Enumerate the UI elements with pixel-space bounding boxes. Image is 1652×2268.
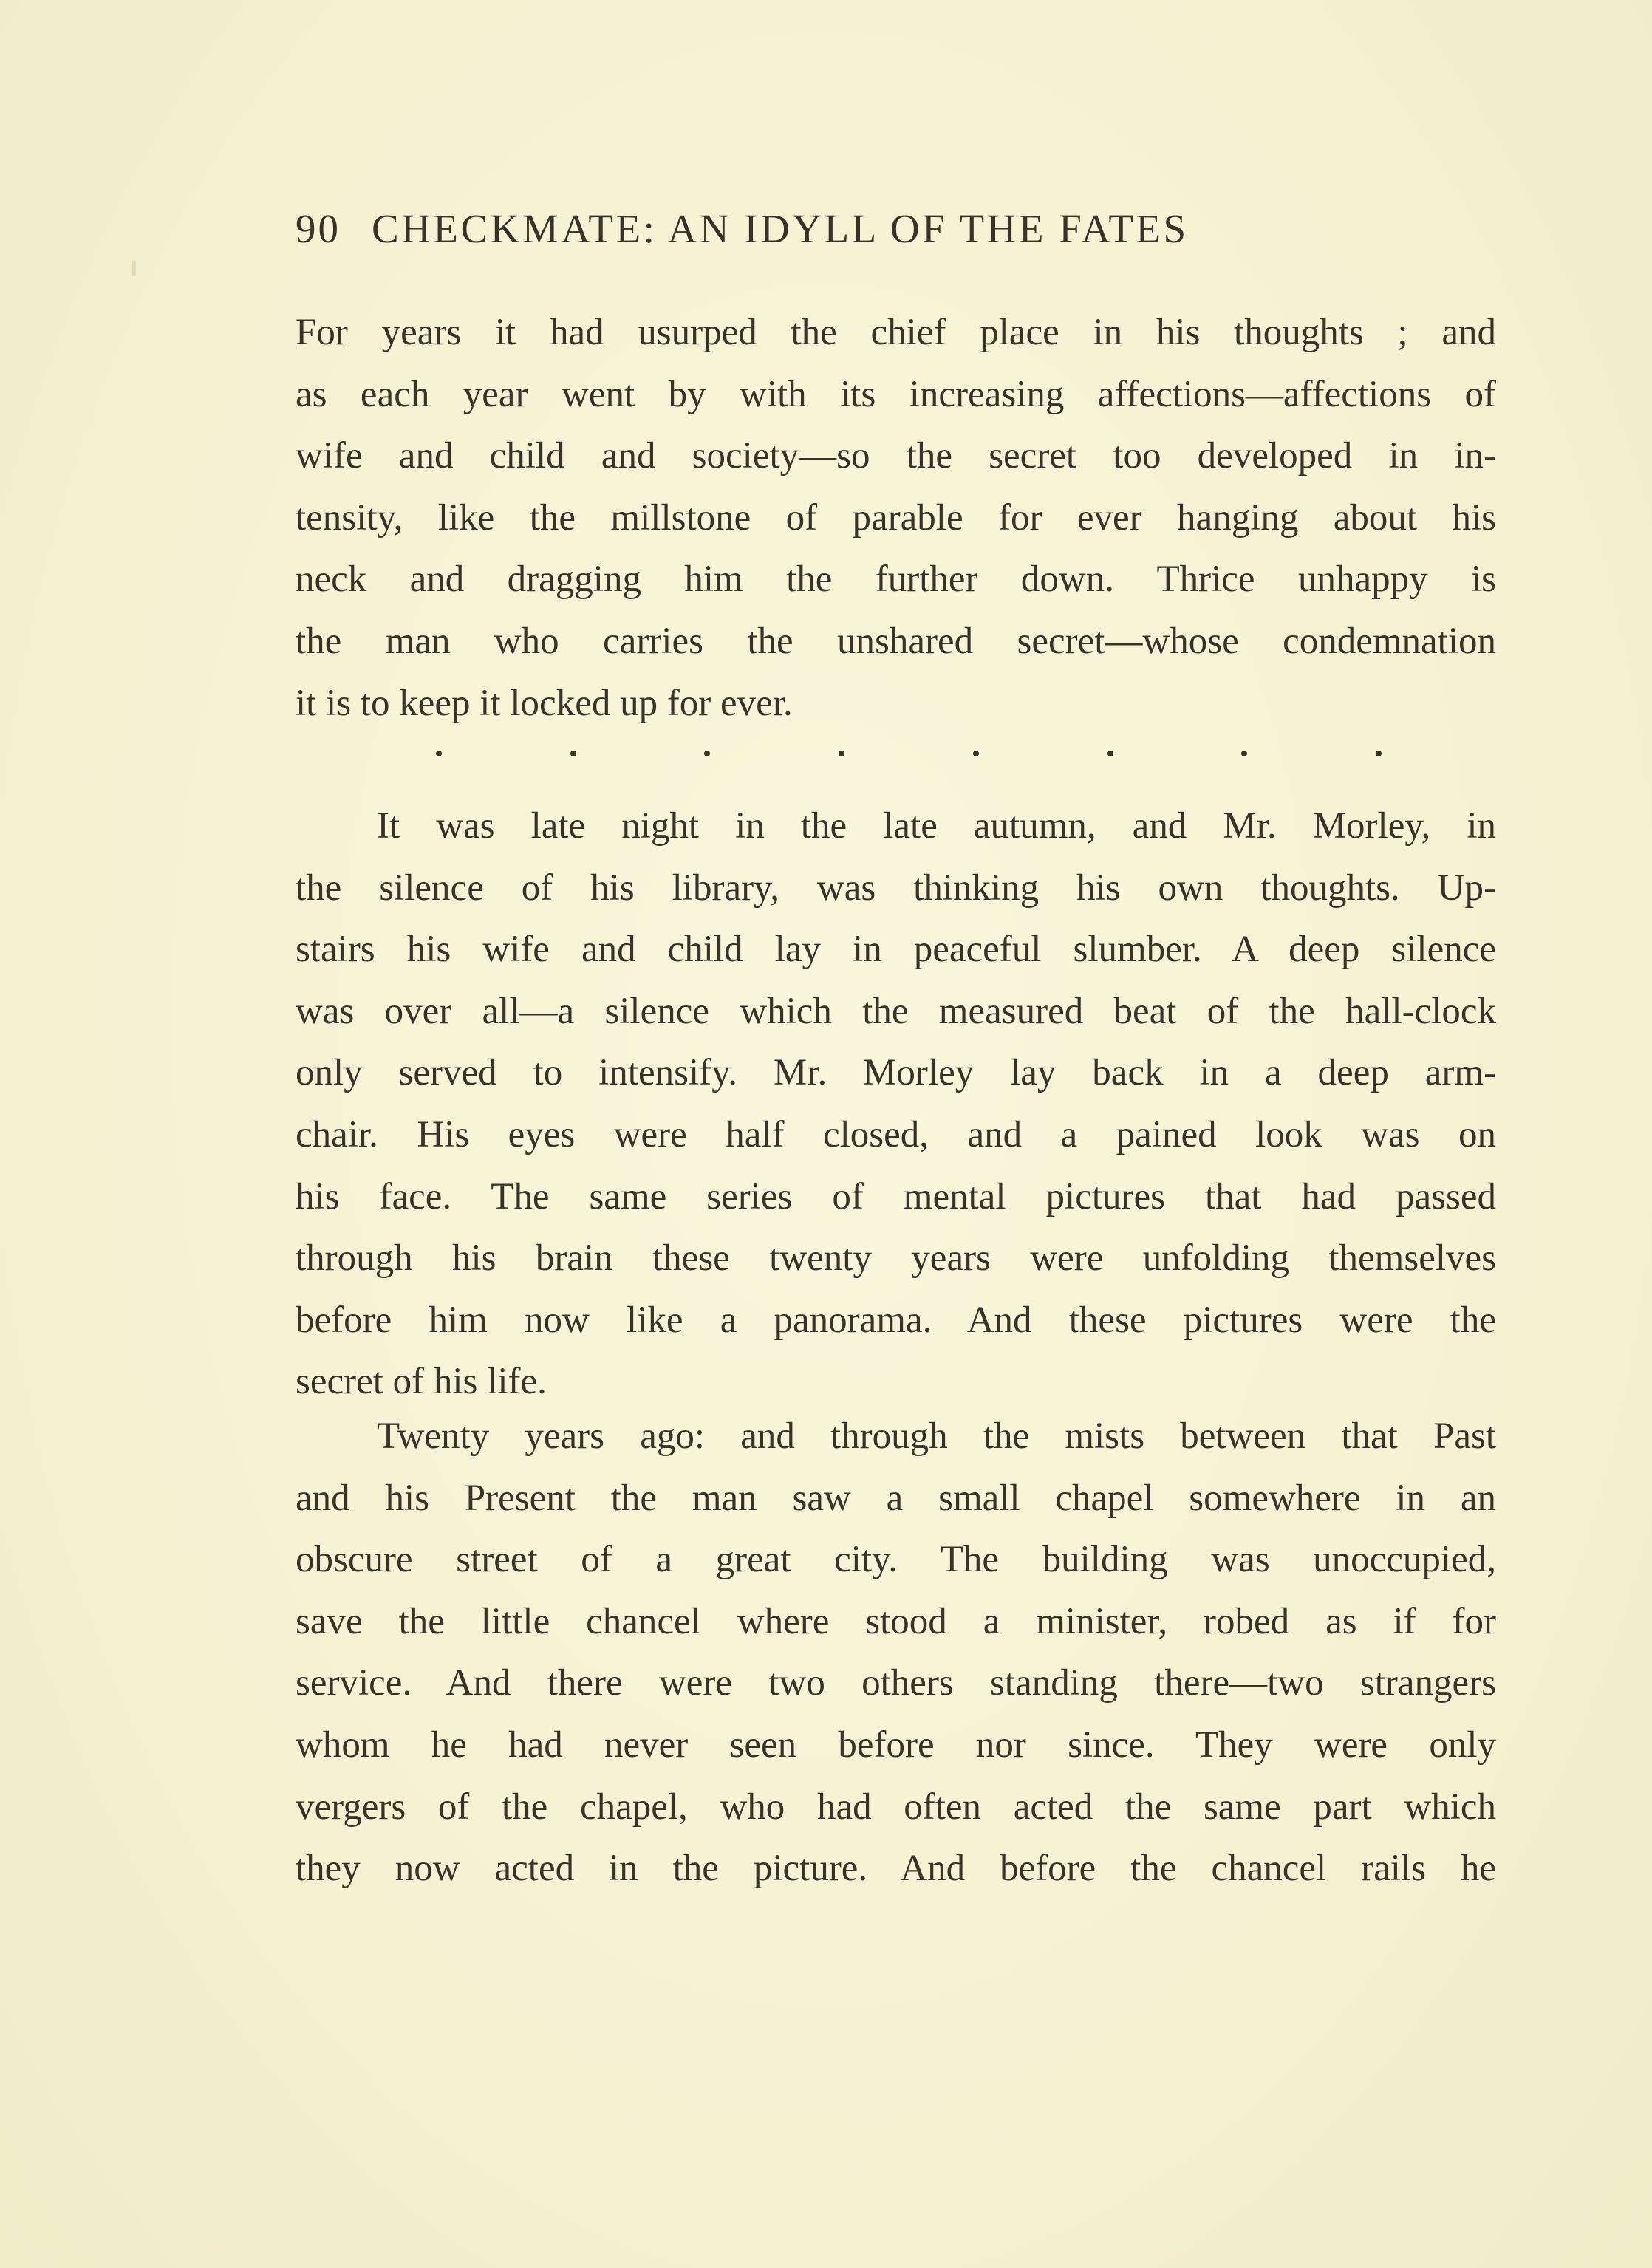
page-number: 90 <box>296 206 341 251</box>
text-line: service. And there were two others standing there—two strangers <box>296 1662 1496 1704</box>
text-line: they now acted in the picture. And before the chancel rails he <box>296 1848 1496 1890</box>
text-line: was over all—a silence which the measured beat of the hall-clock <box>296 990 1496 1032</box>
text-line: chair. His eyes were half closed, and a pained look was on <box>296 1113 1496 1155</box>
text-line: and his Present the man saw a small chapel somewhere in an <box>296 1477 1496 1519</box>
section-break-dot <box>839 751 844 756</box>
section-break-dot <box>436 751 442 756</box>
section-break-dot <box>570 751 576 756</box>
section-break-dots <box>436 728 1382 779</box>
text-line: For years it had usurped the chief place in his thoughts ; and <box>296 312 1496 353</box>
text-line: the man who carries the unshared secret—whose condemnation <box>296 620 1496 662</box>
text-line: tensity, like the millstone of parable for ever hanging about his <box>296 496 1496 539</box>
text-line: his face. The same series of mental pictures that had passed <box>296 1175 1496 1217</box>
section-break-dot <box>1107 751 1113 756</box>
text-line: wife and child and society—so the secret too developed in in- <box>296 435 1496 477</box>
paragraph-3 <box>296 1406 1496 1900</box>
text-line: the silence of his library, was thinking his own thoughts. Up- <box>296 867 1496 909</box>
text-line: stairs his wife and child lay in peaceful slumber. A deep silence <box>296 929 1496 971</box>
text-line: before him now like a panorama. And these pictures were the <box>296 1299 1496 1341</box>
section-break-dot <box>973 751 979 756</box>
text-line: whom he had never seen before nor since. They were only <box>296 1724 1496 1766</box>
text-line: Twenty years ago: and through the mists between that Past <box>377 1415 1496 1457</box>
running-title: CHECKMATE: AN IDYLL OF THE FATES <box>372 206 1189 251</box>
section-break-dot <box>704 751 710 756</box>
text-line: neck and dragging him the further down. Thrice unhappy is <box>296 559 1496 601</box>
text-line: save the little chancel where stood a minister, robed as if for <box>296 1600 1496 1642</box>
text-line: it is to keep it locked up for ever. <box>296 682 793 724</box>
text-line: obscure street of a great city. The building was unoccupied, <box>296 1539 1496 1581</box>
text-line: vergers of the chapel, who had often acted the same part which <box>296 1786 1496 1828</box>
text-line: through his brain these twenty years were unfolding themselves <box>296 1237 1496 1280</box>
margin-mark <box>132 260 136 276</box>
text-line: as each year went by with its increasing affections—affections of <box>296 373 1496 415</box>
text-line: secret of his life. <box>296 1361 547 1403</box>
text-line: It was late night in the late autumn, and Mr. Morley, in <box>377 805 1496 847</box>
section-break-dot <box>1376 751 1382 756</box>
paragraph-2 <box>296 796 1496 1413</box>
running-header <box>296 205 1382 264</box>
text-line: only served to intensify. Mr. Morley lay back in a deep arm- <box>296 1052 1496 1094</box>
section-break-dot <box>1241 751 1247 756</box>
paragraph-1 <box>296 302 1496 734</box>
